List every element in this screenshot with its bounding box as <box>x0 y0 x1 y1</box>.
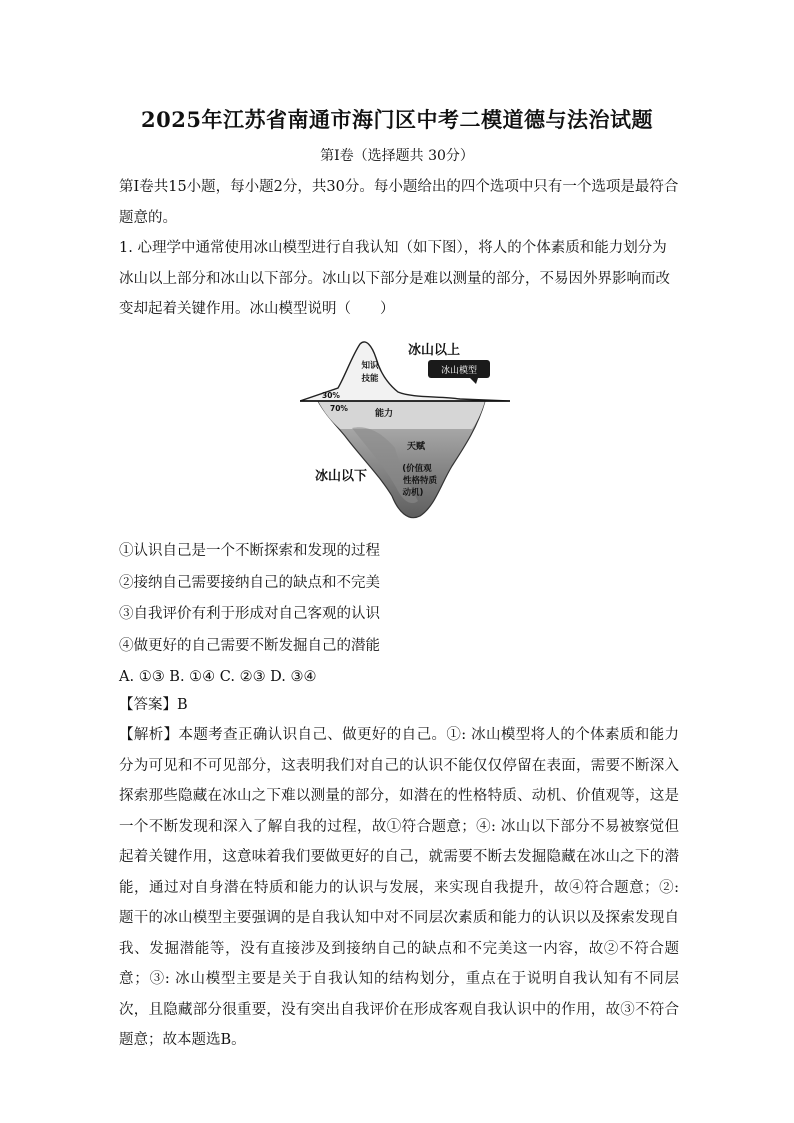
values-label-line1: (价值观 <box>402 464 432 474</box>
options-list <box>119 536 679 694</box>
analysis-paragraph: 【解析】本题考查正确认识自己、做更好的自己。①: 冰山模型将人的个体素质和能力分为可见和不可见部分，这表明我们对自己的认识不能仅仅停留在表面，需要不断深入探索那些隐藏在冰山之下难以测量的部分，如潜在的性格特质、动机、价值观等，这是一个不断发现和深入了解自我的过程，故①符合题意；④: 冰山以下部分不易被察觉但起着关键作用，这意味着我们要做更好的自己，就需要不断去发掘隐藏在冰山之下的潜能，通过对自身潜在特质和能力的认识与发展，来实现自我提升，故④符合题意；②: 题干的冰山模型主要强调的是自我认知中对不同层次素质和能力的认识以及探索发现自我、发掘潜能等，没有直接涉及到接纳自己的缺点和不完美这一内容，故②不符合题意；③: 冰山模型主要是关于自我认知的结构划分，重点在于说明自我认知有不同层次，且隐藏部分很重要，没有突出自我评价在形成客观自我认识中的作用，故③不符合题意；故本题选B。 <box>119 727 679 1048</box>
tip-label-knowledge: 知识 <box>361 361 379 371</box>
tip-label-skills: 技能 <box>361 374 379 384</box>
below-water-label: 冰山以下 <box>315 469 368 484</box>
talent-label: 天赋 <box>406 442 426 452</box>
values-label-line3: 动机) <box>402 488 424 498</box>
model-label-pointer <box>470 378 478 384</box>
option-item: ③自我评价有利于形成对自己客观的认识 <box>119 606 380 622</box>
above-water-label: 冰山以上 <box>408 343 461 358</box>
page-title: 2025年江苏省南通市海门区中考二模道德与法治试题 <box>141 107 653 132</box>
choice-line: A. ①③ B. ①④ C. ②③ D. ③④ <box>119 669 317 685</box>
model-label: 冰山模型 <box>440 366 478 376</box>
section-subtitle: 第I卷（选择题共 30分） <box>320 148 474 164</box>
answer-line: 【答案】B <box>119 697 188 713</box>
option-item: ②接纳自己需要接纳自己的缺点和不完美 <box>119 574 380 591</box>
iceberg-figure <box>300 336 510 526</box>
question-stem: 1. 心理学中通常使用冰山模型进行自我认知（如下图），将人的个体素质和能力划分为冰山以上部分和冰山以下部分。冰山以下部分是难以测量的部分，不易因外界影响而改变却起着关键作用。冰山模型说明（ ） <box>119 240 670 317</box>
option-item: ①认识自己是一个不断探索和发现的过程 <box>119 543 380 559</box>
option-item: ④做更好的自己需要不断发掘自己的潜能 <box>119 637 380 654</box>
pct-above-label: 30% <box>322 391 340 400</box>
values-label-line2: 性格特质 <box>402 476 438 486</box>
section-instructions: 第I卷共15小题，每小题2分，共30分。每小题给出的四个选项中只有一个选项是最符合题意的。 <box>119 179 679 226</box>
pct-below-label: 70% <box>330 404 348 413</box>
ability-label: 能力 <box>374 409 394 419</box>
